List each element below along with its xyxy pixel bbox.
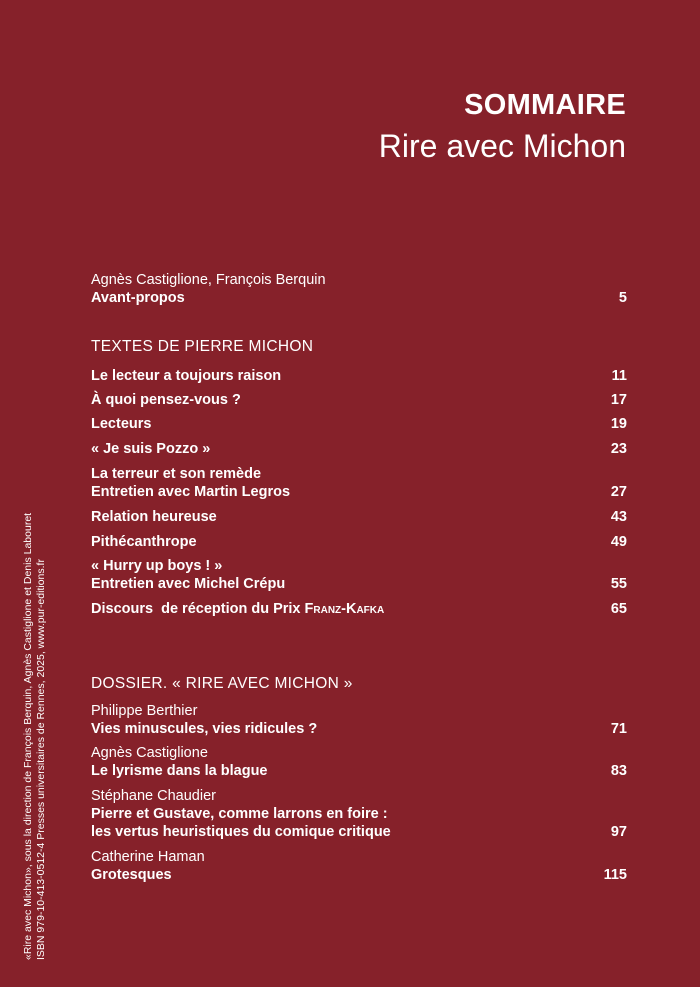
toc-entry[interactable] <box>91 702 627 738</box>
entry-title: Pierre et Gustave, comme larrons en foire : <box>91 806 388 822</box>
entry-subtitle: les vertus heuristiques du comique critique <box>91 824 391 840</box>
entry-page: 55 <box>610 576 627 592</box>
entry-title <box>91 600 384 618</box>
credit-line-2: ISBN 979-10-413-0512-4 Presses universitaires de Rennes, 2025, www.pur-editions.fr <box>34 559 47 960</box>
page-title: SOMMAIRE <box>464 89 626 121</box>
toc-entry[interactable] <box>91 465 627 501</box>
toc-entry[interactable] <box>91 787 627 841</box>
entry-page: 49 <box>610 534 627 550</box>
section-heading-dossier: DOSSIER. « RIRE AVEC MICHON » <box>91 675 353 692</box>
entry-subtitle: Entretien avec Martin Legros <box>91 484 291 500</box>
section-heading-textes: TEXTES DE PIERRE MICHON <box>91 338 314 355</box>
toc-entry[interactable] <box>91 557 627 593</box>
entry-title-main: Discours de réception du Prix <box>91 601 305 617</box>
toc-entry[interactable] <box>91 533 627 551</box>
entry-title: « Hurry up boys ! » <box>91 558 223 574</box>
toc-entry[interactable] <box>91 391 627 409</box>
entry-title: Grotesques <box>91 867 172 883</box>
entry-title: Avant-propos <box>91 290 185 306</box>
entry-title: La terreur et son remède <box>91 466 262 482</box>
entry-author: Philippe Berthier <box>91 703 198 719</box>
toc-entry[interactable] <box>91 848 627 884</box>
entry-title: Vies minuscules, vies ridicules ? <box>91 721 318 737</box>
entry-page: 19 <box>610 416 627 432</box>
entry-author: Catherine Haman <box>91 849 205 865</box>
entry-author: Agnès Castiglione <box>91 745 208 761</box>
toc-entry-avant-propos[interactable] <box>91 271 627 307</box>
entry-page: 65 <box>610 601 627 617</box>
entry-page: 43 <box>610 509 627 525</box>
entry-page: 71 <box>610 721 627 737</box>
entry-title: Pithécanthrope <box>91 534 197 550</box>
entry-page: 5 <box>618 290 627 306</box>
page-subtitle: Rire avec Michon <box>378 128 626 164</box>
side-credit <box>22 440 47 960</box>
entry-page: 97 <box>610 824 627 840</box>
entry-title-name: Franz-Kafka <box>304 601 385 617</box>
toc-entry[interactable] <box>91 440 627 458</box>
entry-page: 27 <box>610 484 627 500</box>
toc-entry[interactable] <box>91 367 627 385</box>
entry-title: Le lyrisme dans la blague <box>91 763 268 779</box>
entry-page: 11 <box>611 368 627 384</box>
entry-page: 17 <box>610 392 627 408</box>
entry-author: Agnès Castiglione, François Berquin <box>91 272 326 288</box>
entry-page: 23 <box>610 441 627 457</box>
toc-entry[interactable] <box>91 600 627 618</box>
entry-author: Stéphane Chaudier <box>91 788 216 804</box>
toc-entry[interactable] <box>91 508 627 526</box>
toc-entry[interactable] <box>91 415 627 433</box>
entry-title: À quoi pensez-vous ? <box>91 392 241 408</box>
entry-page: 83 <box>610 763 627 779</box>
entry-title: Relation heureuse <box>91 509 217 525</box>
entry-title: Lecteurs <box>91 416 152 432</box>
entry-page: 115 <box>603 867 627 883</box>
entry-subtitle: Entretien avec Michel Crépu <box>91 576 286 592</box>
title-block <box>379 86 626 166</box>
entry-title: « Je suis Pozzo » <box>91 441 211 457</box>
toc-entry[interactable] <box>91 744 627 780</box>
credit-line-1: «Rire avec Michon», sous la direction de François Berquin, Agnès Castiglione et Denis Labouret <box>22 512 34 960</box>
entry-title: Le lecteur a toujours raison <box>91 368 282 384</box>
